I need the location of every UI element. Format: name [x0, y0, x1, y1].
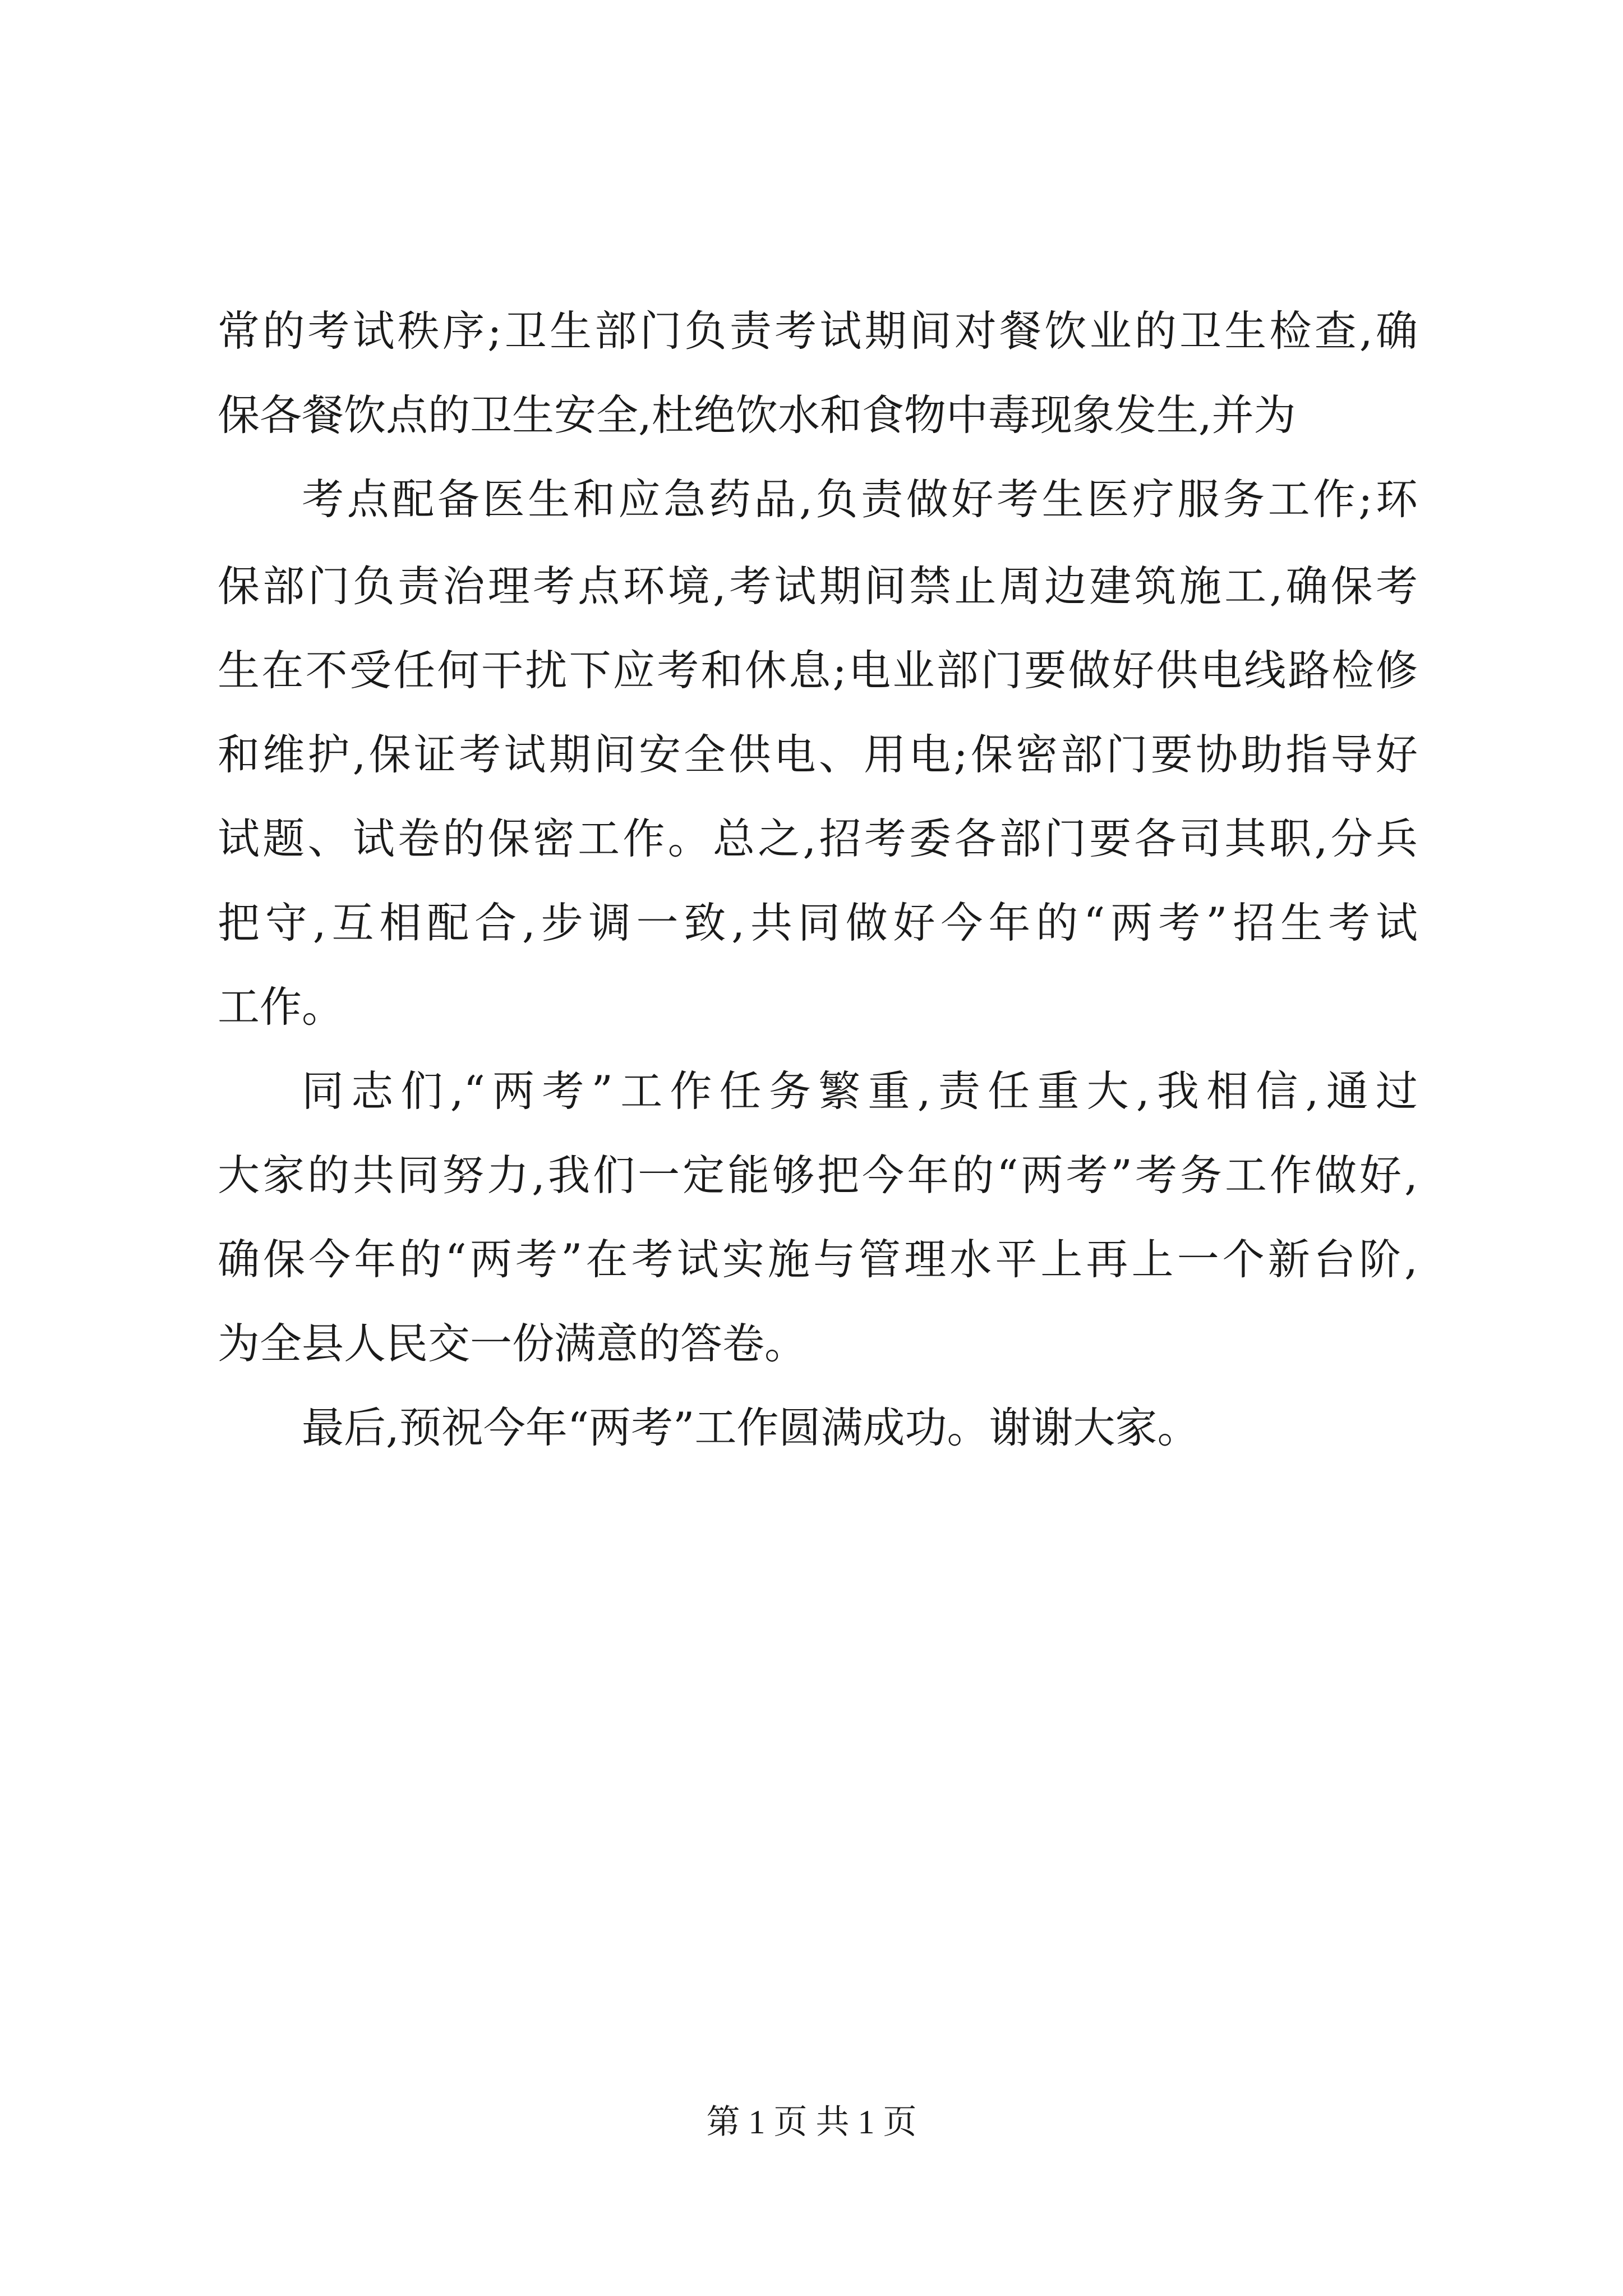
text-line: 保部门负责治理考点环境,考试期间禁止周边建筑施工,确保考 [218, 562, 1418, 611]
text-line: 同志们,“两考”工作任务繁重,责任重大,我相信,通过 [302, 1066, 1418, 1116]
text-line: 大家的共同努力,我们一定能够把今年的“两考”考务工作做好, [218, 1151, 1418, 1200]
text-line: 把守,互相配合,步调一致,共同做好今年的“两考”招生考试 [218, 898, 1418, 947]
text-line: 确保今年的“两考”在考试实施与管理水平上再上一个新台阶, [218, 1235, 1418, 1284]
text-line: 常的考试秩序;卫生部门负责考试期间对餐饮业的卫生检查,确 [218, 306, 1418, 356]
text-line: 最后,预祝今年“两考”工作圆满成功。谢谢大家。 [302, 1403, 1200, 1452]
text-line: 保各餐饮点的卫生安全,杜绝饮水和食物中毒现象发生,并为 [218, 390, 1296, 440]
text-line: 生在不受任何干扰下应考和休息;电业部门要做好供电线路检修 [218, 646, 1418, 695]
text-line: 试题、试卷的保密工作。总之,招考委各部门要各司其职,分兵 [218, 814, 1418, 863]
text-line: 工作。 [218, 982, 344, 1032]
text-line: 为全县人民交一份满意的答卷。 [218, 1319, 807, 1368]
text-line: 考点配备医生和应急药品,负责做好考生医疗服务工作;环 [302, 475, 1418, 524]
page-number-footer: 第 1 页 共 1 页 [706, 2104, 917, 2141]
text-line: 和维护,保证考试期间安全供电、用电;保密部门要协助指导好 [218, 730, 1418, 779]
